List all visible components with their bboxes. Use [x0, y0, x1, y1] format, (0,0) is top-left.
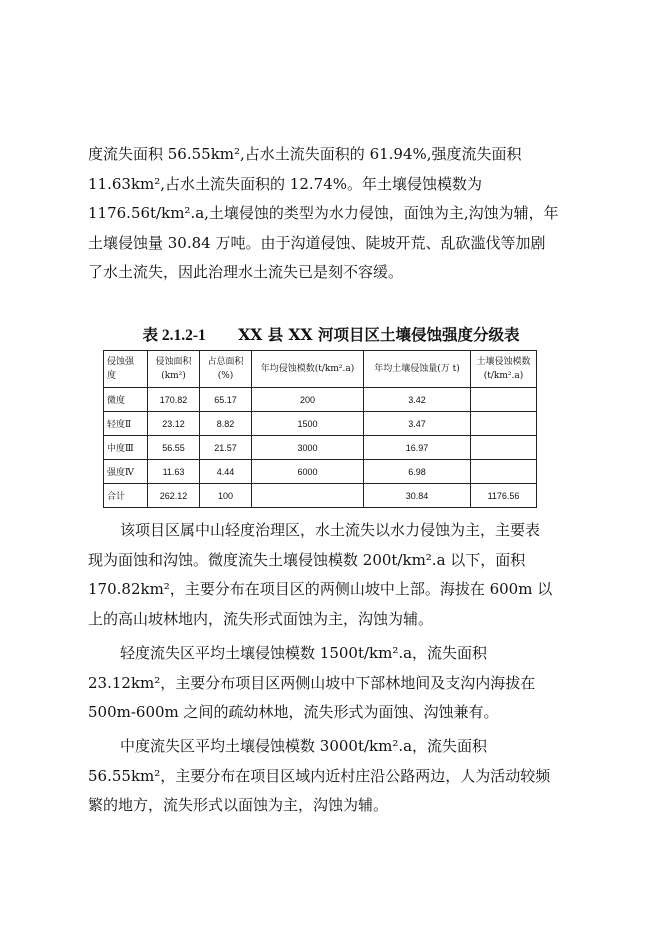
paragraph-micro-erosion — [88, 516, 568, 634]
cell-modulus — [252, 484, 364, 508]
table-row — [104, 412, 537, 436]
cell-total-modulus — [471, 412, 537, 436]
text-line: 轻度流失区平均土壤侵蚀模数 1500t/km².a，流失面积 — [120, 644, 488, 662]
header-share: 占总面积(%) — [200, 351, 252, 388]
cell-modulus: 1500 — [252, 412, 364, 436]
table-header-row — [104, 351, 537, 388]
table-row — [104, 436, 537, 460]
text-line: 23.12km²，主要分布项目区两侧山坡中下部林地间及支沟内海拔在 — [88, 673, 536, 692]
paragraph-light-erosion — [88, 639, 568, 728]
cell-amount: 16.97 — [364, 436, 471, 460]
cell-grade: 合计 — [104, 484, 148, 508]
text-line: 56.55km²，主要分布在项目区域内近村庄沿公路两边，人为活动较频 — [88, 766, 551, 785]
text-line: 土壤侵蚀量 30.84 万吨。由于沟道侵蚀、陡坡开荒、乱砍滥伐等加剧 — [88, 233, 546, 252]
header-grade: 侵蚀强 度 — [104, 351, 148, 388]
cell-grade: 微度 — [104, 388, 148, 412]
cell-total-modulus: 1176.56 — [471, 484, 537, 508]
table-row — [104, 460, 537, 484]
cell-amount: 6.98 — [364, 460, 471, 484]
text-line: 500m-600m 之间的疏幼林地，流失形式为面蚀、沟蚀兼有。 — [88, 703, 499, 721]
header-amount: 年均土壤侵蚀量(万 t) — [364, 351, 471, 388]
text-line: 该项目区属中山轻度治理区，水土流失以水力侵蚀为主，主要表 — [120, 521, 541, 539]
text-line: 了水土流失，因此治理水土流失已是刻不容缓。 — [88, 263, 404, 281]
cell-area: 170.82 — [148, 388, 200, 412]
table-caption-title: XX 县 XX 河项目区土壤侵蚀强度分级表 — [238, 325, 520, 344]
header-area: 侵蚀面积 (km²) — [148, 351, 200, 388]
text-line: 1176.56t/km².a,土壤侵蚀的类型为水力侵蚀，面蚀为主,沟蚀为辅，年 — [88, 204, 559, 222]
table-caption — [0, 323, 662, 345]
cell-area: 23.12 — [148, 412, 200, 436]
cell-total-modulus — [471, 388, 537, 412]
table-total-row — [104, 484, 537, 508]
cell-grade: 轻度Ⅱ — [104, 412, 148, 436]
text-line: 现为面蚀和沟蚀。微度流失土壤侵蚀模数 200t/km².a 以下，面积 — [88, 550, 526, 569]
header-total-modulus: 土壤侵蚀模数 (t/km².a) — [471, 351, 537, 388]
table-caption-number: 表 2.1.2-1 — [142, 327, 206, 344]
cell-grade: 强度Ⅳ — [104, 460, 148, 484]
cell-area: 56.55 — [148, 436, 200, 460]
cell-share: 21.57 — [200, 436, 252, 460]
text-line: 170.82km²，主要分布在项目区的两侧山坡中上部。海拔在 600m 以 — [88, 580, 553, 598]
cell-amount: 3.47 — [364, 412, 471, 436]
cell-total-modulus — [471, 460, 537, 484]
text-line: 度流失面积 56.55km²,占水土流失面积的 61.94%,强度流失面积 — [88, 145, 522, 163]
cell-modulus: 200 — [252, 388, 364, 412]
text-line: 繁的地方，流失形式以面蚀为主，沟蚀为辅。 — [88, 796, 389, 814]
header-modulus: 年均侵蚀模数(t/km².a) — [252, 351, 364, 388]
cell-total-modulus — [471, 436, 537, 460]
paragraph-moderate-erosion — [88, 732, 568, 821]
cell-area: 262.12 — [148, 484, 200, 508]
text-line: 中度流失区平均土壤侵蚀模数 3000t/km².a，流失面积 — [120, 737, 488, 755]
paragraph-erosion-summary — [88, 140, 568, 288]
cell-modulus: 6000 — [252, 460, 364, 484]
cell-share: 8.82 — [200, 412, 252, 436]
table-row — [104, 388, 537, 412]
cell-share: 4.44 — [200, 460, 252, 484]
text-line: 上的高山坡林地内，流失形式面蚀为主，沟蚀为辅。 — [88, 609, 434, 628]
cell-share: 100 — [200, 484, 252, 508]
erosion-grade-table — [103, 350, 537, 508]
cell-area: 11.63 — [148, 460, 200, 484]
cell-amount: 3.42 — [364, 388, 471, 412]
text-line: 11.63km²,占水土流失面积的 12.74%。年土壤侵蚀模数为 — [88, 174, 483, 193]
cell-amount: 30.84 — [364, 484, 471, 508]
cell-share: 65.17 — [200, 388, 252, 412]
cell-grade: 中度Ⅲ — [104, 436, 148, 460]
cell-modulus: 3000 — [252, 436, 364, 460]
